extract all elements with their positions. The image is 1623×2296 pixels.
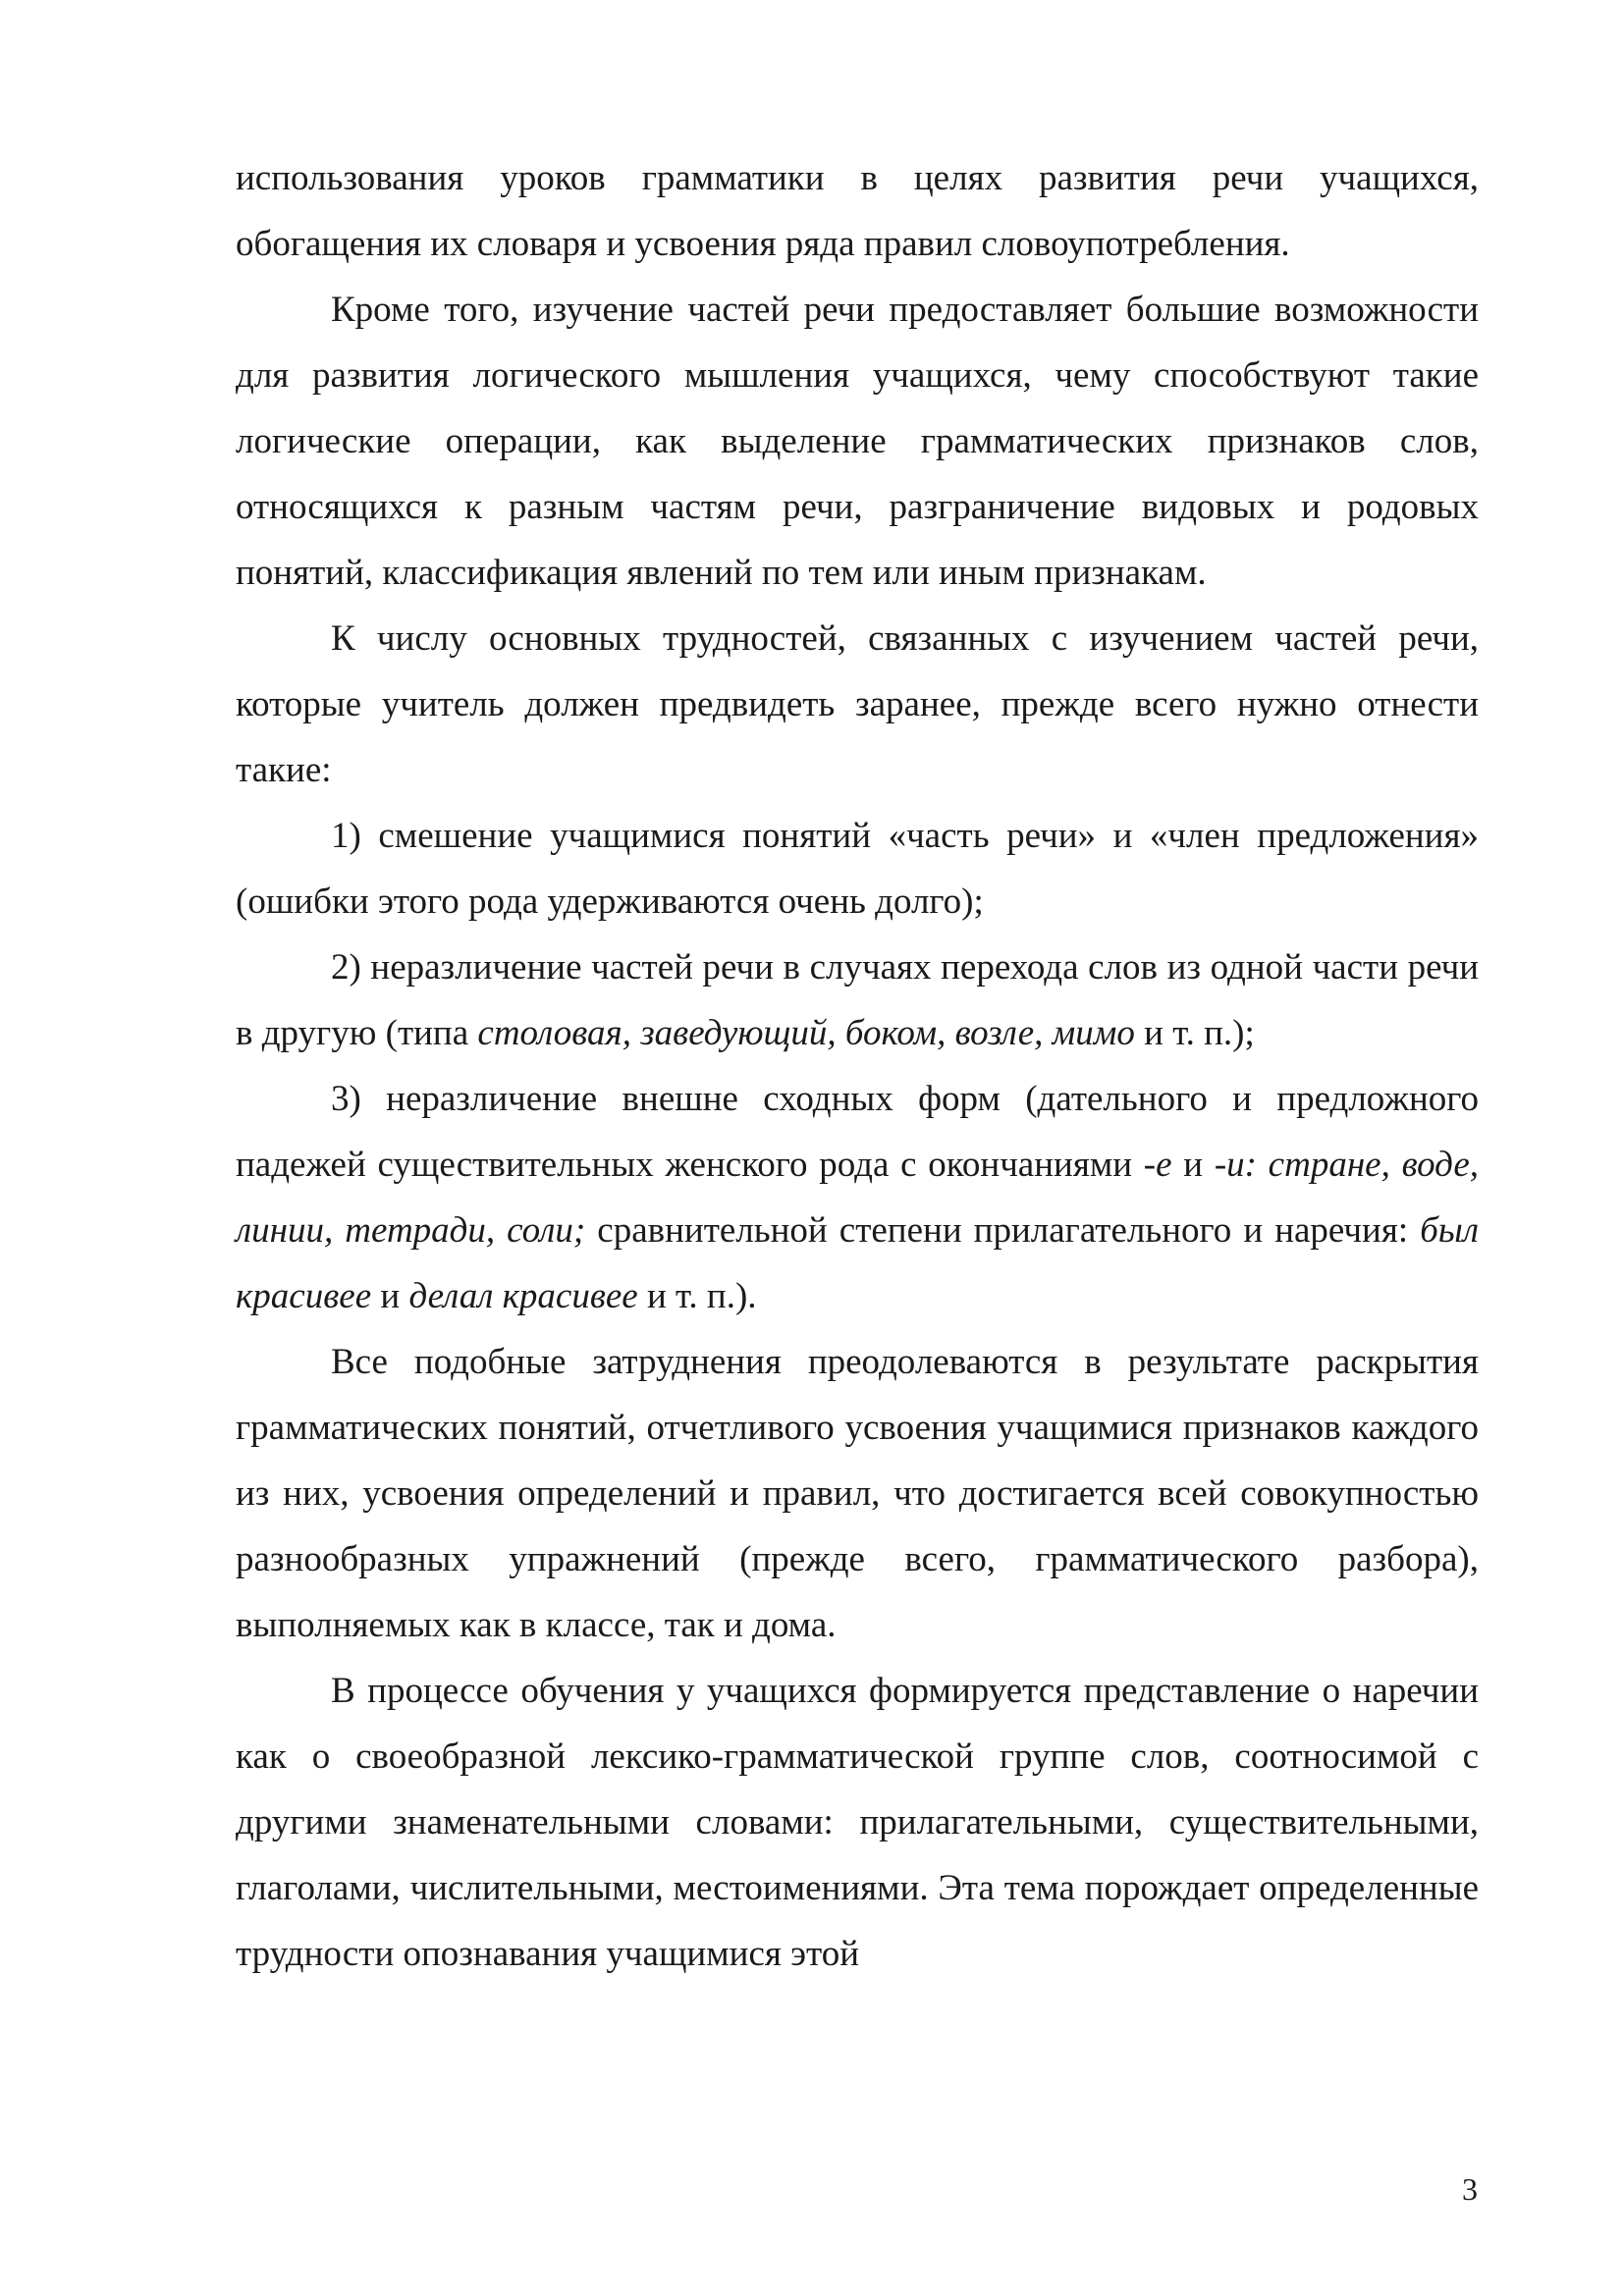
body-text <box>236 145 1479 1987</box>
conj-and: и <box>1171 1145 1215 1185</box>
ending-i-examples: -и: стране, воде, линии, тетради, соли; <box>236 1145 1480 1251</box>
example-adverb: делал красивее <box>408 1276 638 1316</box>
list-item-1: 1) смешение учащимися понятий «часть речи» и «член предложения» (ошибки этого рода удерживаются очень долго); <box>236 816 1479 922</box>
paragraph-difficulties-intro: К числу основных трудностей, связанных с изучением частей речи, которые учитель должен предвидеть заранее, прежде всего нужно отнести такие: <box>236 618 1479 790</box>
list-item-3-mid: сравнительной степени прилагательного и наречия: <box>585 1210 1421 1251</box>
list-item-2-examples: столовая, заведующий, боком, возле, мимо <box>477 1013 1135 1053</box>
list-item-3-lead: 3) неразличение внешне сходных форм (дательного и предложного падежей существительных женского рода с окончаниями <box>236 1079 1479 1185</box>
list-item-3 <box>236 1066 1479 1329</box>
paragraph-adverb: В процессе обучения у учащихся формируется представление о наречии как о своеобразной лексико-грамматической группе слов, соотносимой с другими знаменательными словами: прилагательными, существительными, глаголами, числительными, местоимениями. Эта тема порождает определенные трудности опознавания учащимися этой <box>236 1671 1479 1974</box>
list-item-2-tail: и т. п.); <box>1134 1013 1255 1053</box>
paragraph-logical-thinking: Кроме того, изучение частей речи предоставляет большие возможности для развития логического мышления учащихся, чему способствуют такие логические операции, как выделение грамматических признаков слов, относящихся к разным частям речи, разграничение видовых и родовых понятий, классификация явлений по тем или иным признакам. <box>236 290 1479 593</box>
paragraph-continued: использования уроков грамматики в целях развития речи учащихся, обогащения их словаря и усвоения ряда правил словоупотребления. <box>236 158 1479 264</box>
paragraph-overcoming: Все подобные затруднения преодолеваются в результате раскрытия грамматических понятий, отчетливого усвоения учащимися признаков каждого из них, усвоения определений и правил, что достигается всей совокупностью разнообразных упражнений (прежде всего, грамматического разбора), выполняемых как в классе, так и дома. <box>236 1342 1479 1645</box>
list-item-3-tail: и т. п.). <box>637 1276 757 1316</box>
list-item-2-lead: 2) неразличение частей речи в случаях перехода слов из одной части речи в другую (типа <box>236 947 1479 1053</box>
example-adjective: был красивее <box>236 1210 1479 1316</box>
list-item-2 <box>236 934 1479 1066</box>
page-number: 3 <box>1462 2171 1478 2207</box>
conj-and-2: и <box>371 1276 409 1316</box>
ending-e: -е <box>1143 1145 1172 1185</box>
